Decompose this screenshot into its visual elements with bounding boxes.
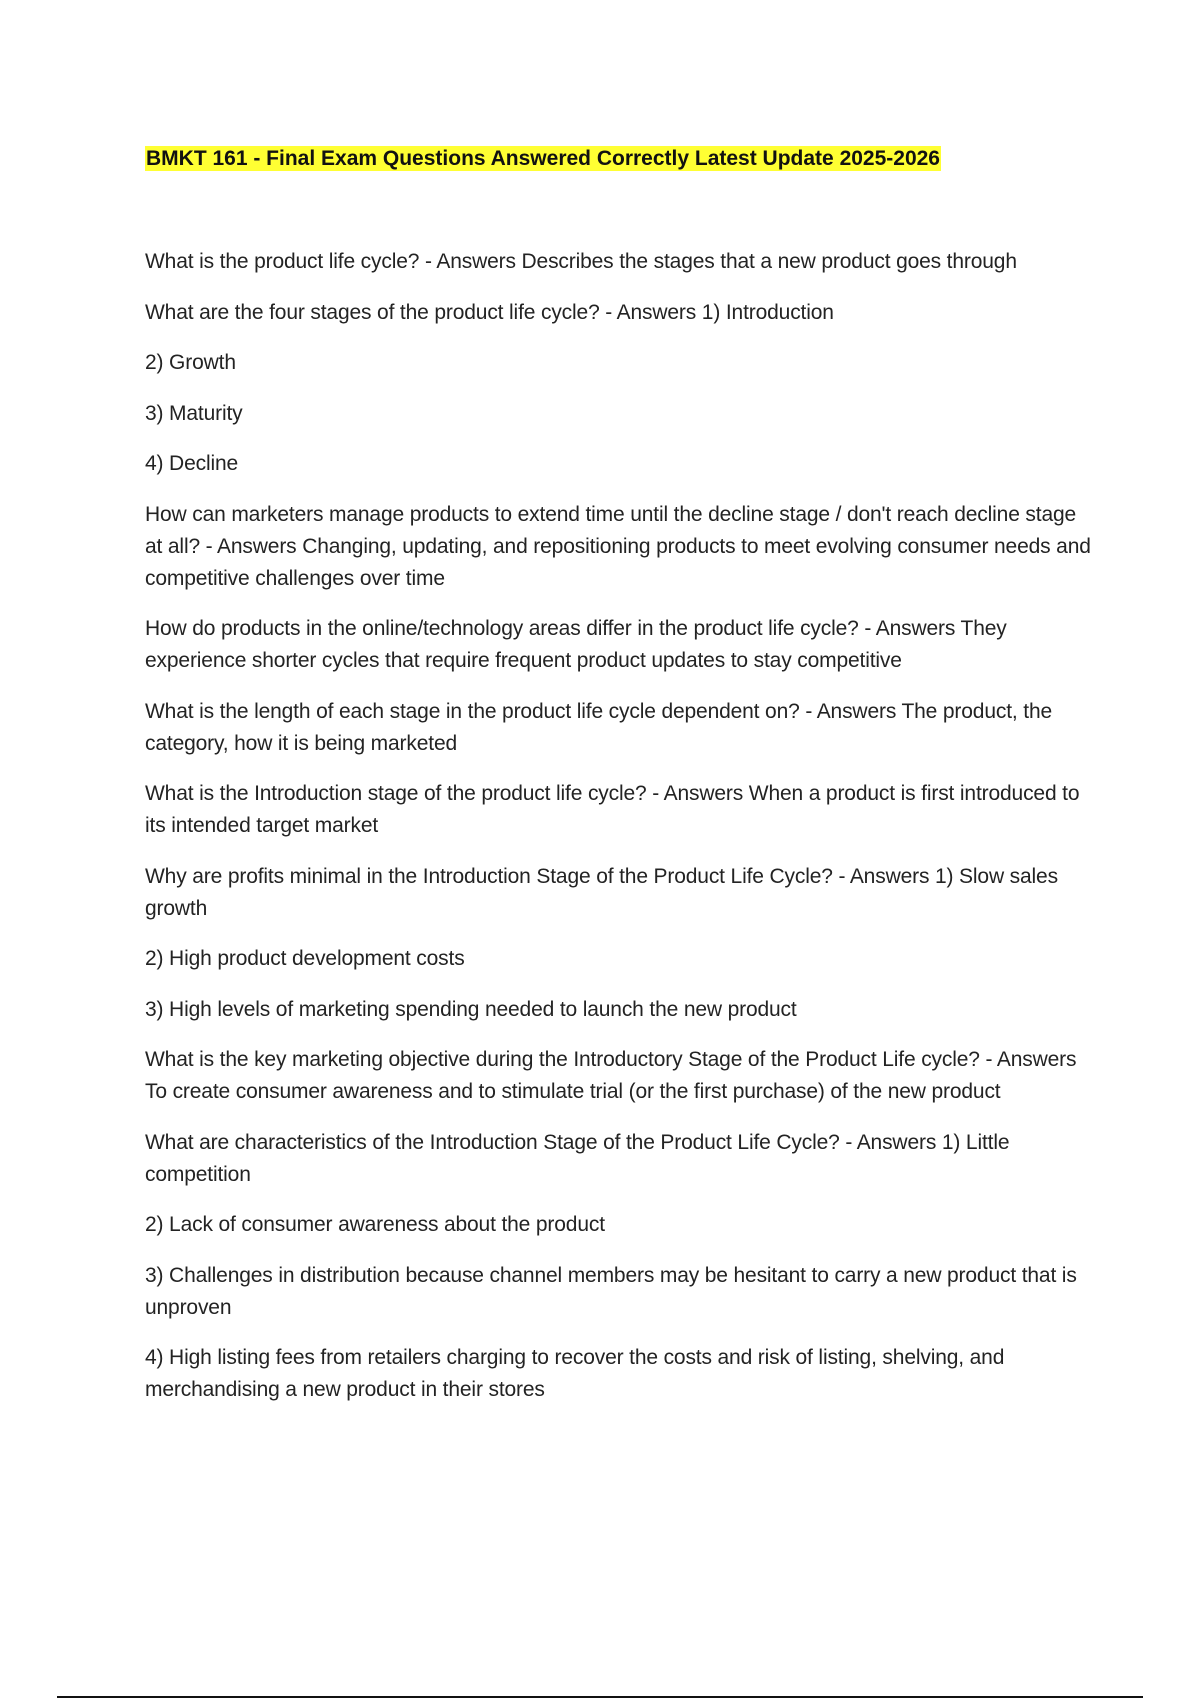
paragraph-6: How can marketers manage products to extend time until the decline stage / don't reach decline stage at all? - Answers Changing, updating, and repositioning products to meet evolving consumer needs and competitive challenges over time xyxy=(145,502,1091,590)
document-title: BMKT 161 - Final Exam Questions Answered Correctly Latest Update 2025-2026 xyxy=(146,147,940,170)
paragraph-7: How do products in the online/technology areas differ in the product life cycle? - Answers They experience shorter cycles that require frequent product updates to stay competitive xyxy=(145,617,1007,672)
paragraph-4: 3) Maturity xyxy=(145,401,243,425)
paragraph-15: 2) Lack of consumer awareness about the product xyxy=(145,1213,605,1236)
paragraph-5: 4) Decline xyxy=(145,452,239,475)
document-body xyxy=(145,246,1095,1425)
paragraph-8: What is the length of each stage in the product life cycle dependent on? - Answers The product, the category, how it is being marketed xyxy=(145,699,1052,755)
paragraph-14: What are characteristics of the Introduction Stage of the Product Life Cycle? - Answers 1) Little competition xyxy=(145,1130,1010,1186)
paragraph-3: 2) Growth xyxy=(145,351,236,374)
paragraph-2: What are the four stages of the product life cycle? - Answers 1) Introduction xyxy=(145,300,834,324)
title-block xyxy=(145,144,1095,174)
paragraph-1: What is the product life cycle? - Answers Describes the stages that a new product goes through xyxy=(145,250,1017,273)
footer-rule xyxy=(57,1696,1143,1698)
paragraph-11: 2) High product development costs xyxy=(145,947,465,970)
paragraph-9: What is the Introduction stage of the product life cycle? - Answers When a product is first introduced to its intended target market xyxy=(145,782,1080,837)
paragraph-17: 4) High listing fees from retailers charging to recover the costs and risk of listing, shelving, and merchandising a new product in their stores xyxy=(145,1346,1005,1401)
paragraph-10: Why are profits minimal in the Introduction Stage of the Product Life Cycle? - Answers 1) Slow sales growth xyxy=(145,864,1058,920)
paragraph-13: What is the key marketing objective during the Introductory Stage of the Product Life cycle? - Answers To create consumer awareness and to stimulate trial (or the first purchase) of the new product xyxy=(145,1048,1077,1103)
paragraph-16: 3) Challenges in distribution because channel members may be hesitant to carry a new product that is unproven xyxy=(145,1263,1077,1319)
paragraph-12: 3) High levels of marketing spending needed to launch the new product xyxy=(145,997,797,1021)
